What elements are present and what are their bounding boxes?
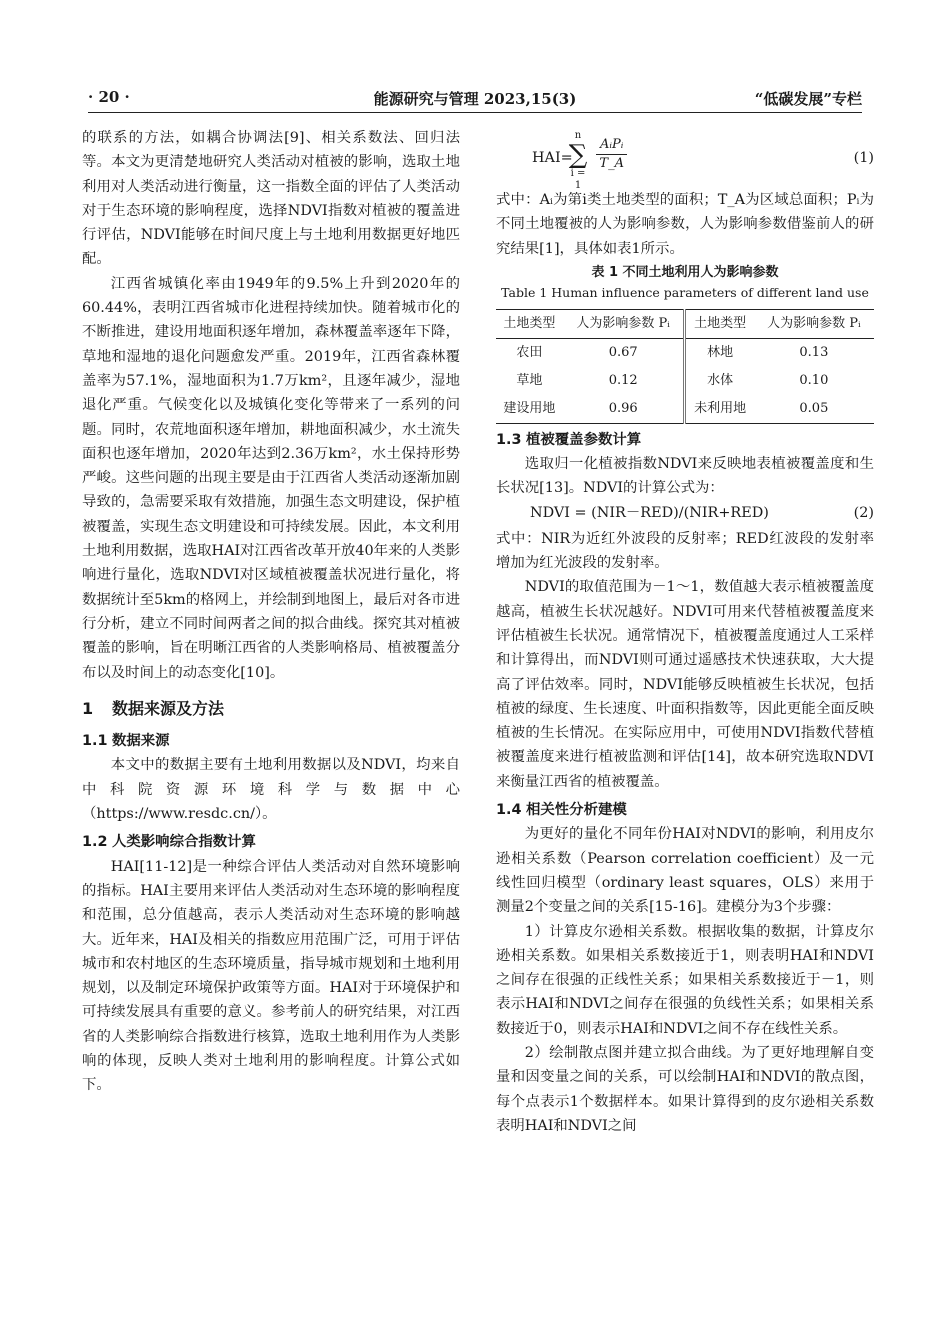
formula-text: NDVI = (NIR－RED)/(NIR+RED) [530,504,769,521]
subsection-heading: 1.4 相关性分析建模 [496,802,627,819]
section-heading: 1 数据来源及方法 [82,698,225,718]
table-row [496,395,874,424]
formula-hai [496,126,874,191]
page-number: · 20 · [88,88,130,106]
table-header: 人为影响参数 Pᵢ [767,315,861,331]
equation-number: (1) [853,150,874,166]
paragraph: 江西省城镇化率由1949年的9.5%上升到2020年的60.44%，表明江西省城市化进程持续加快。随着城市化的不断推进，建设用地面积逐年增加，森林覆盖率逐年下降，草地和湿地的退化问题愈发严重。2019年，江西省森林覆盖率为57.1%，湿地面积为1.7万km²，且逐年减少，湿地退化严重。气候变化以及城镇化变化等带来了一系列的问题。同时，农荒地面积逐年增加，耕地面积减少，水土流失面积也逐年增加，2020年达到2.36万km²，水土保持形势严峻。这些问题的出现主要是由于江西省人类活动逐渐加剧导致的，急需要采取有效措施，加强生态文明建设，保护植被覆盖，实现生态文明建设和可持续发展。因此，本文利用土地利用数据，选取HAI对江西省改革开放40年来的人类影响进行量化，选取NDVI对区域植被覆盖状况进行量化，将数据统计至5km的格网上，并绘制到地图上，最后对各市进行分析，建立不同时间两者之间的拟合曲线。探究其对植被覆盖的影响，旨在明晰江西省的人类影响格局、植被覆盖分布以及时间上的动态变化[10]。 [82,275,460,681]
paragraph: 式中：Aᵢ为第i类土地类型的面积；T_A为区域总面积；Pᵢ为不同土地覆被的人为影响参数，人为影响参数借鉴前人的研究结果[1]，具体如表1所示。 [496,192,874,257]
subsection-heading: 1.1 数据来源 [82,733,170,750]
left-column [82,126,460,1098]
table-row [496,367,874,395]
paragraph: 为更好的量化不同年份HAI对NDVI的影响，利用皮尔逊相关系数（Pearson correlation coefficient）及一元线性回归模型（ordinary least squares，OLS）来用于测量2个变量之间的关系[15-16]。建模分为3个步骤： [496,826,874,916]
summation: n ∑ i = 1 [568,130,588,191]
table-cell: 0.12 [608,372,638,388]
equation-number: (2) [853,504,874,521]
formula-ndvi [496,501,874,527]
paragraph: HAI[11-12]是一种综合评估人类活动对自然环境影响的指标。HAI主要用来评估人类活动对生态环境的影响程度和范围，总分值越高，表示人类活动对生态环境的影响越大。近年来，HAI及相关的指数应用范围广泛，可用于评估城市和农村地区的生态环境质量，指导城市规划和土地利用规划，以及制定环境保护政策等方面。HAI对于环境保护和可持续发展具有重要的意义。参考前人的研究结果，对江西省的人类影响综合指数进行核算，选取土地利用作为人类影响的体现，反映人类对土地利用的影响程度。计算公式如下。 [82,858,460,1094]
paragraph: 1）计算皮尔逊相关系数。根据收集的数据，计算皮尔逊相关系数。如果相关系数接近于1，则表明HAI和NDVI之间存在很强的正线性关系；如果相关系数接近于－1，则表示HAI和NDVI之间存在很强的负线性关系；如果相关系数接近于0，则表示HAI和NDVI之间不存在线性关系。 [496,923,874,1037]
parameter-table [496,309,874,424]
table-header-row [496,309,874,338]
right-column [496,126,874,1138]
table-cell: 0.67 [608,344,638,360]
fraction: AᵢPᵢ T_A [596,136,627,173]
table-cell: 0.96 [608,400,638,416]
paragraph: 的联系的方法，如耦合协调法[9]、相关系数法、回归法等。本文为更清楚地研究人类活动对植被的影响，选取土地利用对人类活动进行衡量，这一指数全面的评估了人类活动对于生态环境的影响程度，选择NDVI指数对植被的覆盖进行评估，NDVI能够在时间尺度上与土地利用数据更好地匹配。 [82,130,460,268]
page-header [88,86,862,113]
paragraph: 2）绘制散点图并建立拟合曲线。为了更好地理解自变量和因变量之间的关系，可以绘制HAI和NDVI的散点图，每个点表示1个数据样本。如果计算得到的皮尔逊相关系数表明HAI和NDVI之间 [496,1045,874,1134]
subsection-heading: 1.2 人类影响综合指数计算 [82,834,256,851]
table-cell: 农田 [516,344,543,360]
column-name: “低碳发展”专栏 [754,90,862,108]
table-cell: 草地 [516,372,543,388]
journal-title: 能源研究与管理 2023,15(3) [373,90,577,108]
table-cell: 未利用地 [685,395,754,424]
formula-lhs: HAI= [532,150,573,166]
table-header: 土地类型 [685,309,754,338]
paragraph: 式中：NIR为近红外波段的反射率；RED红波段的发射率增加为红光波段的发射率。 [496,530,874,572]
table-row [496,338,874,367]
paragraph: 本文中的数据主要有土地利用数据以及NDVI，均来自中科院资源环境科学与数据中心（https://www.resdc.cn/）。 [82,757,460,823]
paragraph: 选取归一化植被指数NDVI来反映地表植被覆盖度和生长状况[13]。NDVI的计算公式为： [496,456,874,497]
table-cell: 0.10 [799,372,829,388]
table-cell: 建设用地 [503,400,556,416]
subsection-heading: 1.3 植被覆盖参数计算 [496,431,642,448]
table-cell: 水体 [685,367,754,395]
table-caption: 表 1 不同土地利用人为影响参数 [591,264,779,280]
paragraph: NDVI的取值范围为－1～1，数值越大表示植被覆盖度越高，植被生长状况越好。NDVI可用来代替植被覆盖度来评估植被生长状况。通常情况下，植被覆盖度通过人工采样和计算得出，而NDVI则可通过遥感技术快速获取，大大提高了评估效率。同时，NDVI能够反映植被生长状况，包括植被的绿度、生长速度、叶面积指数等，因此更能全面反映植被的生长情况。在实际应用中，可使用NDVI指数代替植被覆盖度来进行植被监测和评估[14]，故本研究选取NDVI来衡量江西省的植被覆盖。 [496,579,874,790]
table-cell: 0.05 [799,400,829,416]
table-cell: 林地 [685,338,754,367]
table-header: 人为影响参数 Pᵢ [576,315,670,331]
table-cell: 0.13 [799,344,829,360]
table-header: 土地类型 [503,315,556,331]
table-caption-en: Table 1 Human influence parameters of different land use [501,284,869,300]
